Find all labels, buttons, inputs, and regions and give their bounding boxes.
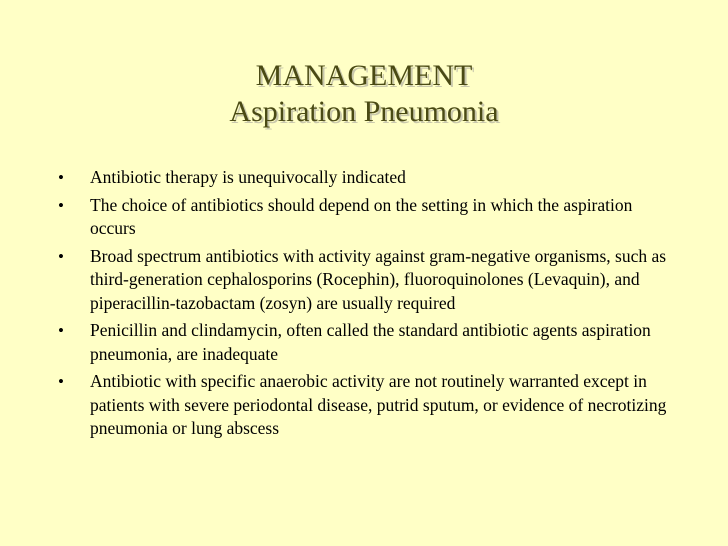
bullet-item [58,370,668,441]
bullet-text: Penicillin and clindamycin, often called the standard antibiotic agents aspiration pneumonia, are inadequate [90,320,651,364]
bullet-item [58,245,668,316]
bullet-dot-icon: • [58,168,64,187]
bullet-list [58,166,668,445]
slide-title [0,58,728,130]
title-line-2: Aspiration Pneumonia [229,95,499,128]
bullet-dot-icon: • [58,321,64,340]
bullet-item [58,166,668,190]
bullet-text: Antibiotic therapy is unequivocally indicated [90,167,406,187]
bullet-item [58,319,668,366]
bullet-dot-icon: • [58,195,64,215]
bullet-text: The choice of antibiotics should depend on the setting in which the aspiration occurs [90,194,633,238]
bullet-text: Broad spectrum antibiotics with activity against gram-negative organisms, such as third-generation cephalosporins (Rocephin), fluoroquinolones (Levaquin), and piperacillin-tazobactam (zosyn) are usually required [90,245,667,313]
bullet-dot-icon: • [58,246,64,266]
bullet-text: Antibiotic with specific anaerobic activity are not routinely warranted except in patients with severe periodontal disease, putrid sputum, or evidence of necrotizing pneumonia or lung abscess [90,371,667,438]
bullet-dot-icon: • [58,372,64,391]
title-line-1: MANAGEMENT [255,59,473,92]
bullet-item [58,194,668,241]
